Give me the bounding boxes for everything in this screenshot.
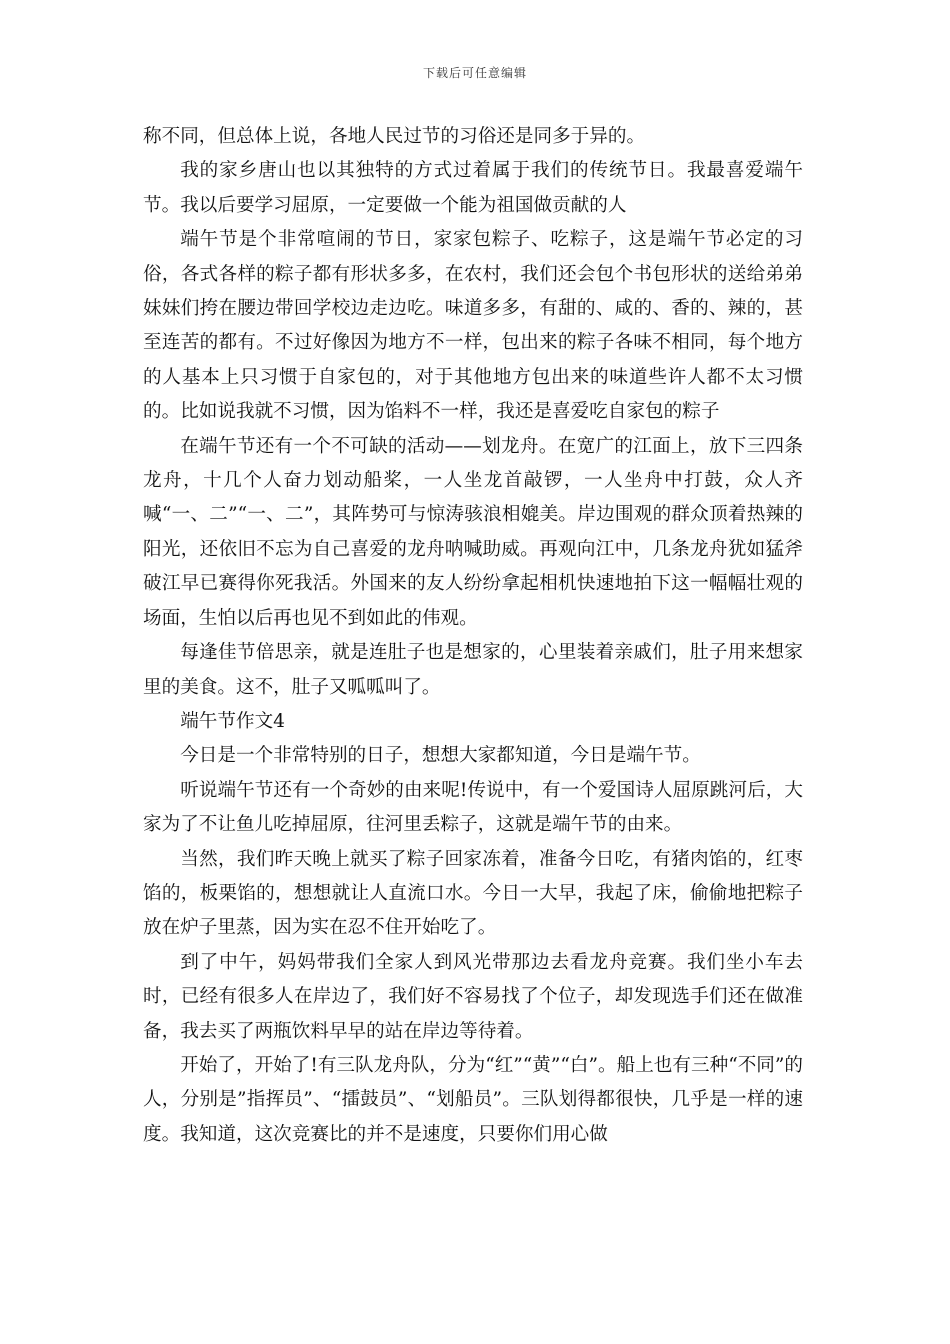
paragraph-6: 今日是一个非常特别的日子，想想大家都知道，今日是端午节。 (180, 745, 701, 767)
paragraph-8: 当然，我们昨天晚上就买了粽子回家冻着，准备今日吃，有猪肉馅的，红枣馅的，板栗馅的，想想就让人直流口水。今日一大早，我起了床，偷偷地把粽子放在炉子里蒸，因为实在忍不住开始吃了。 (143, 848, 803, 939)
paragraph-2: 我的家乡唐山也以其独特的方式过着属于我们的传统节日。我最喜爱端午节。我以后要学习屈原，一定要做一个能为祖国做贡献的人 (143, 160, 803, 216)
paragraph-10: 开始了，开始了!有三队龙舟队，分为“红”“黄”“白”。船上也有三种“不同”的人，分别是”指挥员”、“擂鼓员”、“划船员”。三队划得都很快，几乎是一样的速度。我知道，这次竞赛比的并不是速度，只要你们用心做 (143, 1054, 803, 1145)
paragraph-9: 到了中午，妈妈带我们全家人到风光带那边去看龙舟竞赛。我们坐小车去时，已经有很多人在岸边了，我们好不容易找了个位子，却发现选手们还在做准备，我去买了两瓶饮料早早的站在岸边等待着。 (143, 951, 803, 1042)
paragraph-1: 称不同，但总体上说，各地人民过节的习俗还是同多于异的。 (143, 126, 646, 147)
paragraph-3: 端午节是个非常喧闹的节日，家家包粽子、吃粽子，这是端午节必定的习俗，各式各样的粽子都有形状多多，在农村，我们还会包个书包形状的送给弟弟妹妹们挎在腰边带回学校边走边吃。味道多多，有甜的、咸的、香的、辣的，甚至连苦的都有。不过好像因为地方不一样，包出来的粽子各味不相同，每个地方的人基本上只习惯于自家包的，对于其他地方包出来的味道些许人都不太习惯的。比如说我就不习惯，因为馅料不一样，我还是喜爱吃自家包的粽子 (143, 229, 803, 423)
paragraph-5: 每逢佳节倍思亲，就是连肚子也是想家的，心里装着亲戚们，肚子用来想家里的美食。这不，肚子又呱呱叫了。 (143, 642, 803, 698)
paragraph-7: 听说端午节还有一个奇妙的由来呢!传说中，有一个爱国诗人屈原跳河后，大家为了不让鱼儿吃掉屈原，往河里丢粽子，这就是端午节的由来。 (143, 779, 803, 836)
document-body (143, 120, 803, 1152)
page-header: 下载后可任意编辑 (422, 66, 527, 80)
section-heading: 端午节作文4 (180, 710, 285, 732)
paragraph-4: 在端午节还有一个不可缺的活动——划龙舟。在宽广的江面上，放下三四条龙舟，十几个人奋力划动船桨，一人坐龙首敲锣，一人坐舟中打鼓，众人齐喊“一、二”“一、二”，其阵势可与惊涛骇浪相媲美。岸边围观的群众顶着热辣的阳光，还依旧不忘为自己喜爱的龙舟呐喊助威。再观向江中，几条龙舟犹如猛斧破江早已赛得你死我活。外国来的友人纷纷拿起相机快速地拍下这一幅幅壮观的场面，生怕以后再也见不到如此的伟观。 (143, 435, 803, 629)
